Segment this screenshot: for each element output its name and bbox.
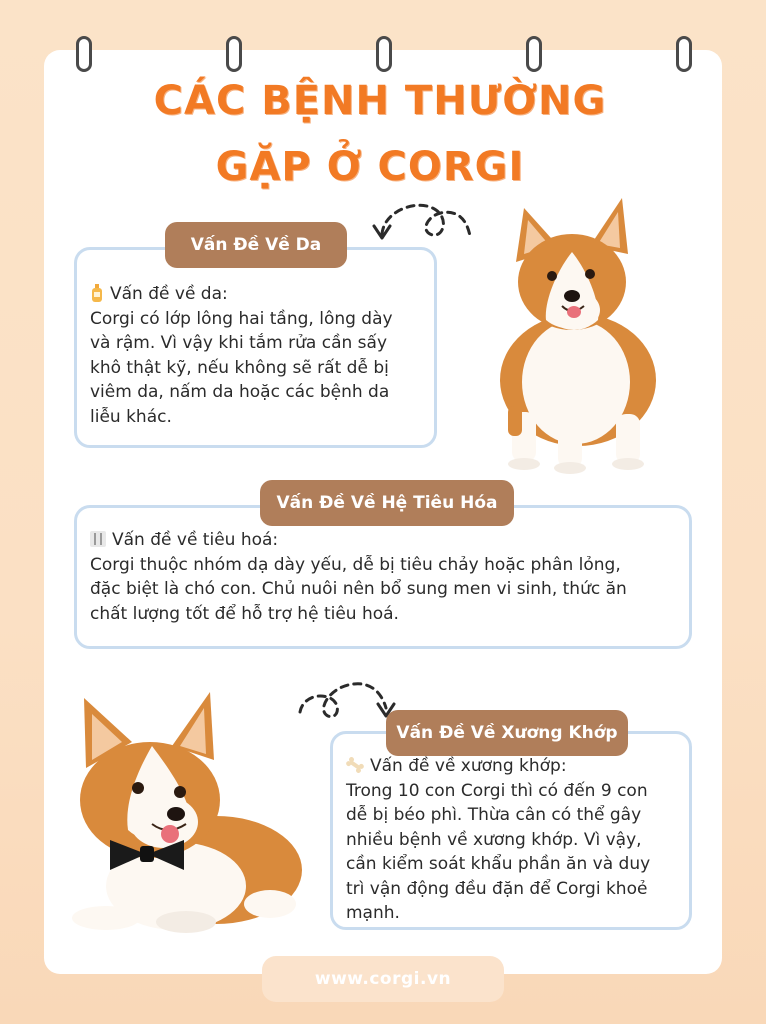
bone-icon — [346, 756, 364, 772]
joint-problem-heading: Vấn Đề Về Xương Khớp — [386, 710, 628, 756]
skin-problem-body — [90, 282, 393, 429]
skin-problem-line: Corgi có lớp lông hai tầng, lông dày — [90, 308, 393, 329]
joint-problem-line: cần kiểm soát khẩu phần ăn và duy — [346, 854, 651, 874]
joint-problem-body — [346, 754, 650, 926]
binder-ring — [376, 36, 392, 72]
skin-problem-line: khô thật kỹ, nếu không sẽ rất dễ bị — [90, 357, 389, 378]
skin-problem-heading: Vấn Đề Về Da — [165, 222, 347, 268]
joint-problem-line: dễ bị béo phì. Thừa cân có thể gây — [346, 805, 642, 825]
digestion-problem-line: đặc biệt là chó con. Chủ nuôi nên bổ sung men vi sinh, thức ăn — [90, 579, 627, 599]
binder-ring — [676, 36, 692, 72]
joint-problem-line: nhiều bệnh về xương khớp. Vì vậy, — [346, 829, 642, 850]
lotion-bottle-icon — [90, 284, 104, 302]
website-footer-link[interactable]: www.corgi.vn — [262, 956, 504, 1002]
binder-ring — [526, 36, 542, 72]
digestion-problem-heading: Vấn Đề Về Hệ Tiêu Hóa — [260, 480, 514, 526]
skin-problem-line: liễu khác. — [90, 406, 172, 427]
skin-problem-lead: Vấn đề về da: — [110, 284, 228, 304]
binder-ring — [226, 36, 242, 72]
joint-problem-lead: Vấn đề về xương khớp: — [370, 756, 567, 776]
skin-problem-line: viêm da, nấm da hoặc các bệnh da — [90, 382, 390, 402]
digestion-problem-lead: Vấn đề về tiêu hoá: — [112, 530, 279, 550]
joint-problem-line: Trong 10 con Corgi thì có đến 9 con — [346, 780, 648, 801]
binder-ring — [76, 36, 92, 72]
lying-corgi-image — [66, 690, 306, 940]
page-title-line-1: CÁC BỆNH THƯỜNG — [153, 78, 607, 124]
joint-problem-line: trì vận động đều đặn để Corgi khoẻ — [346, 878, 648, 899]
fork-knife-icon — [90, 530, 106, 548]
joint-problem-line: mạnh. — [346, 903, 400, 923]
skin-problem-line: và rậm. Vì vậy khi tắm rửa cần sấy — [90, 333, 388, 353]
digestion-problem-line: Corgi thuộc nhóm dạ dày yếu, dễ bị tiêu chảy hoặc phân lỏng, — [90, 554, 621, 575]
digestion-problem-body — [90, 528, 627, 626]
standing-corgi-image — [486, 192, 662, 474]
digestion-problem-line: chất lượng tốt để hỗ trợ hệ tiêu hoá. — [90, 603, 399, 624]
page-title-line-2: GẶP Ở CORGI — [215, 144, 525, 190]
dashed-arrow-icon — [364, 196, 476, 248]
